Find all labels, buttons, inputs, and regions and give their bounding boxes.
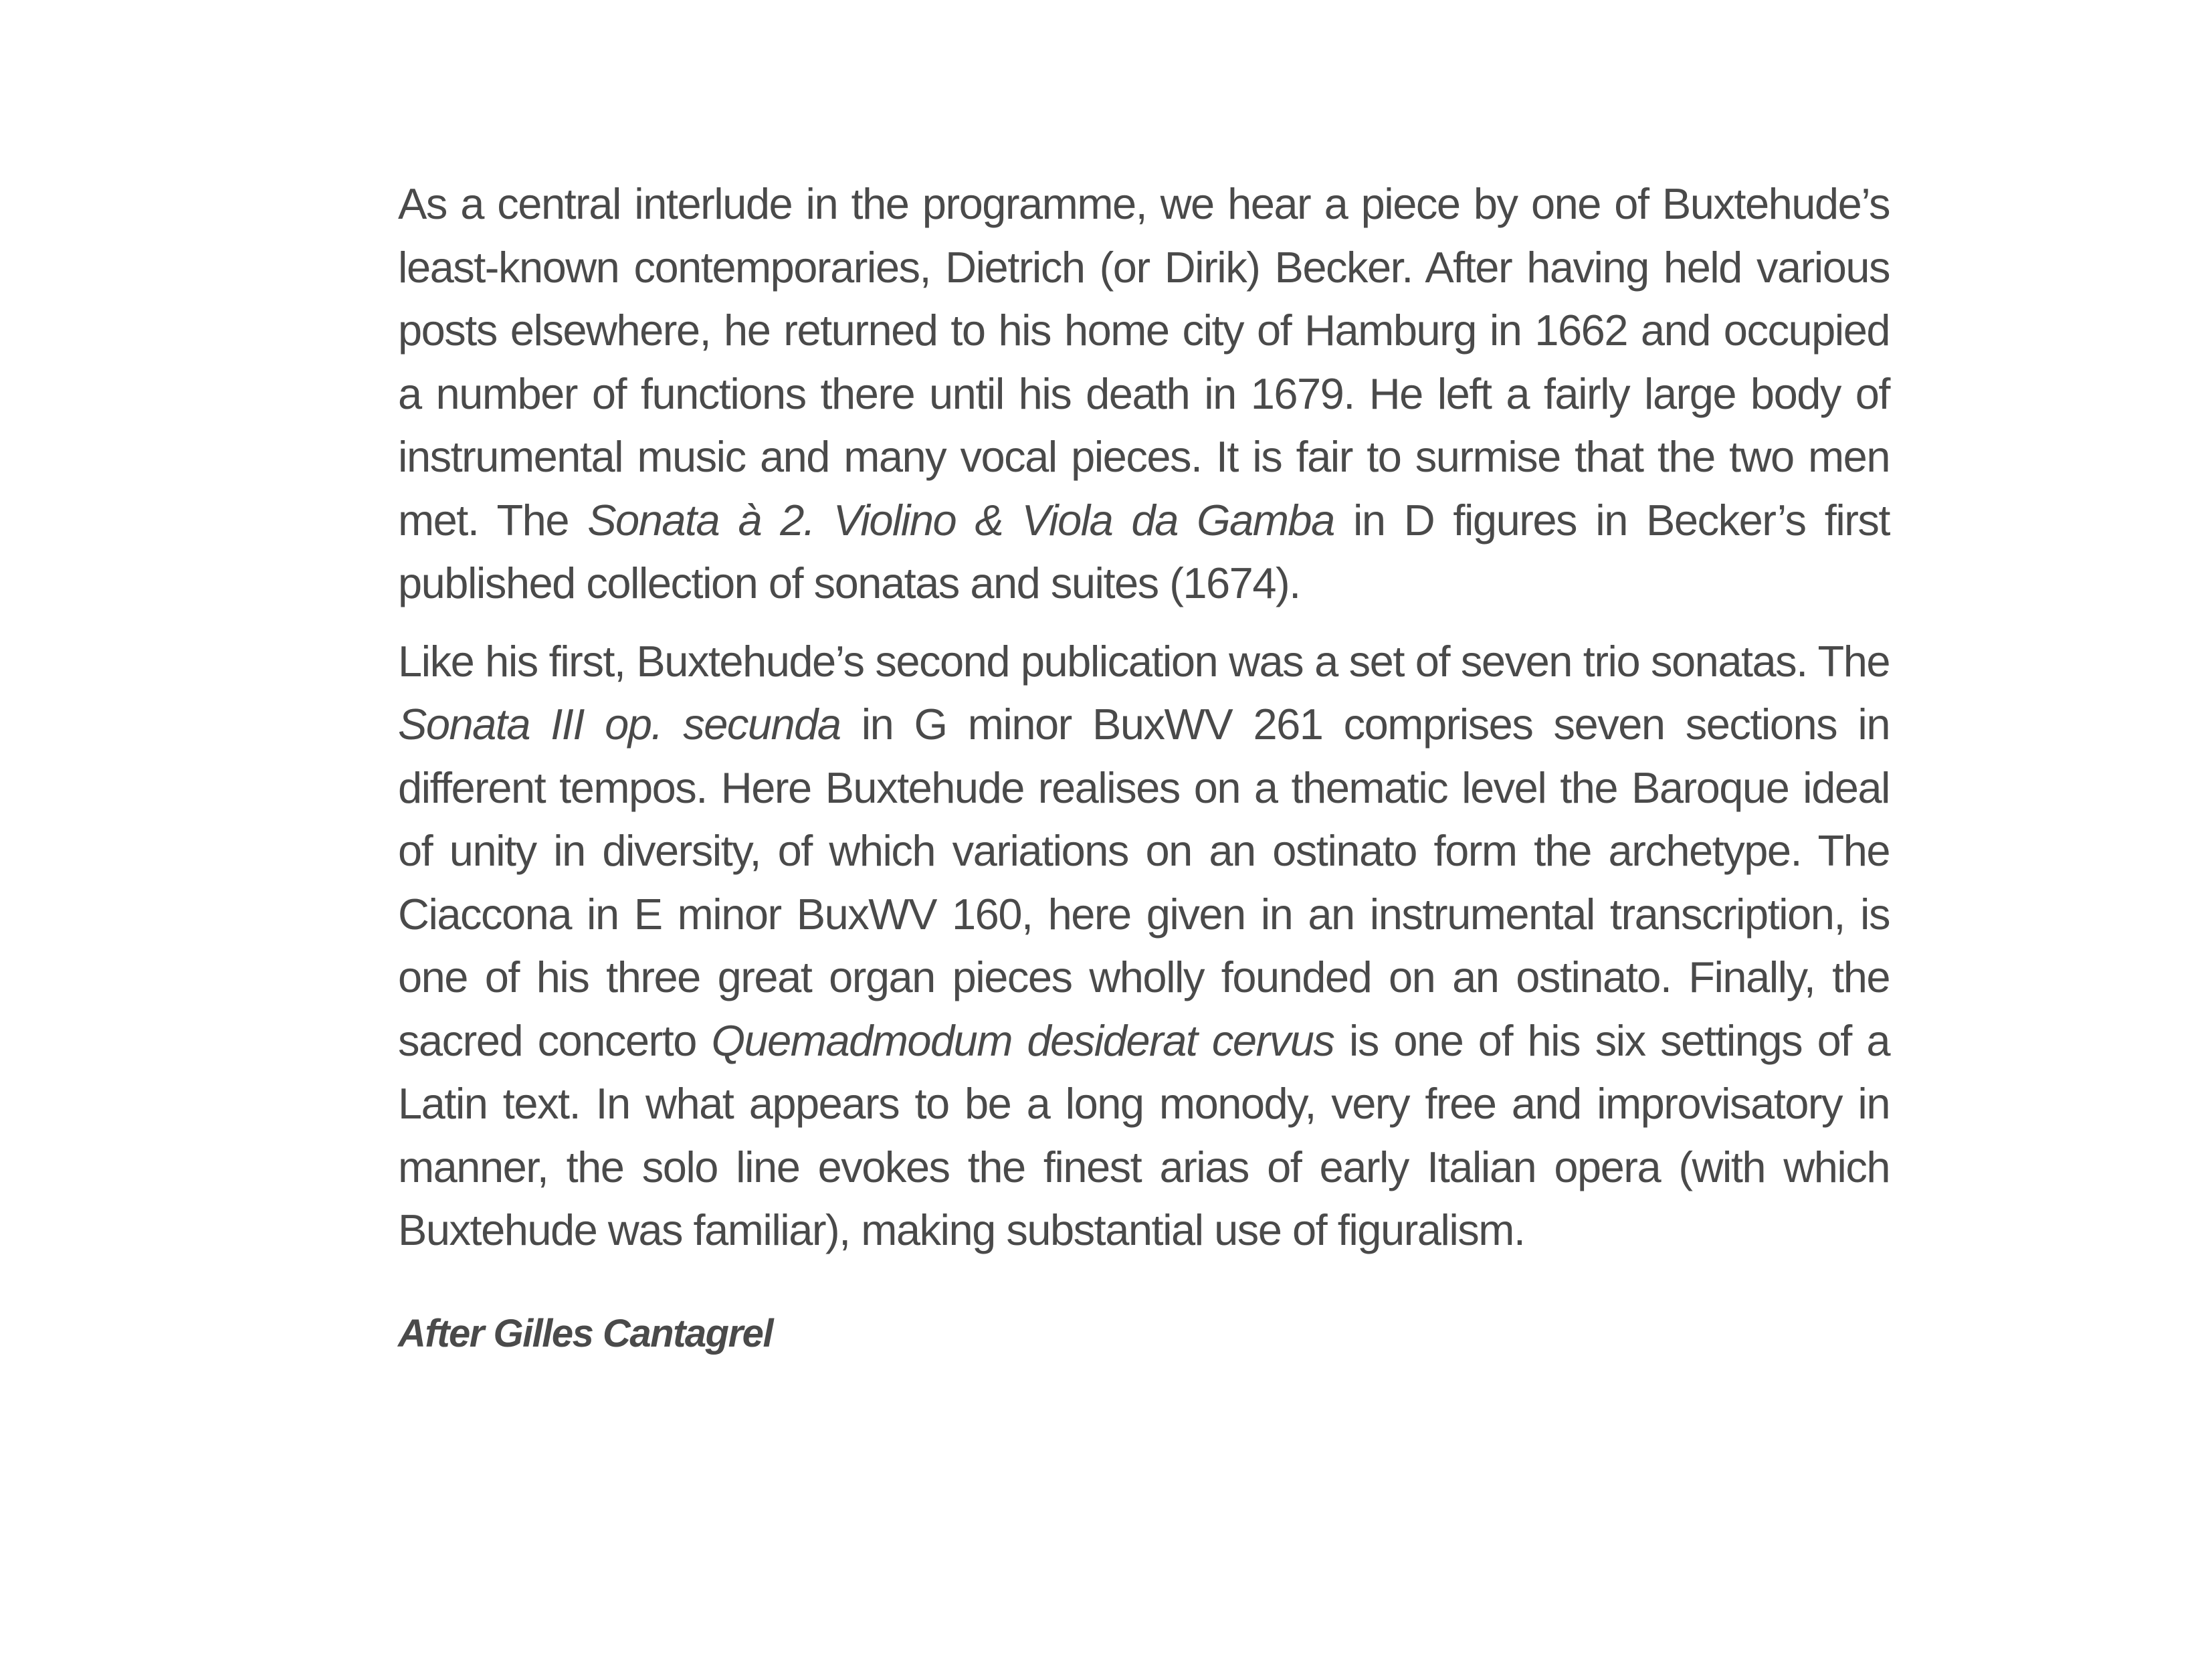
text-block bbox=[398, 173, 1890, 1365]
work-title: Sonata III op. secunda bbox=[398, 700, 841, 749]
paragraph-buxtehude bbox=[398, 630, 1890, 1262]
work-title: Quemadmodum desiderat cervus bbox=[711, 1015, 1334, 1065]
paragraph-run: in G minor BuxWV 261 comprises seven sections in different tempos. Here Buxtehude realises on a thematic level the Baroque ideal of unity in diversity, of which variations on an ostinato form the archetype. The Ciaccona in E minor BuxWV 160, here given in an instrumental transcription, is one of his three great organ pieces wholly founded on an ostinato. Finally, the sacred concerto bbox=[398, 700, 1890, 1065]
paragraph-run: As a central interlude in the programme, we hear a piece by one of Buxtehude’s least-known contemporaries, Dietrich (or Dirik) Becker. After having held various posts elsewhere, he returned to his home city of Hamburg in 1662 and occupied a number of functions there until his death in 1679. He left a fairly large body of instrumental music and many vocal pieces. It is fair to surmise that the two men met. The bbox=[398, 179, 1890, 545]
author-attribution: After Gilles Cantagrel bbox=[398, 1311, 773, 1355]
paragraph-run: in D figures in Becker’s first published collection of sonatas and suites (1674). bbox=[398, 495, 1890, 607]
paragraph-run: Like his first, Buxtehude’s second publication was a set of seven trio sonatas. The bbox=[398, 636, 1890, 686]
paragraph-run: is one of his six settings of a Latin text. In what appears to be a long monody, very free and improvisatory in manner, the solo line evokes the finest arias of early Italian opera (with which Buxtehude was familiar), making substantial use of figuralism. bbox=[398, 1015, 1890, 1254]
work-title: Sonata à 2. Violino & Viola da Gamba bbox=[587, 495, 1334, 545]
paragraph-becker bbox=[398, 173, 1890, 615]
